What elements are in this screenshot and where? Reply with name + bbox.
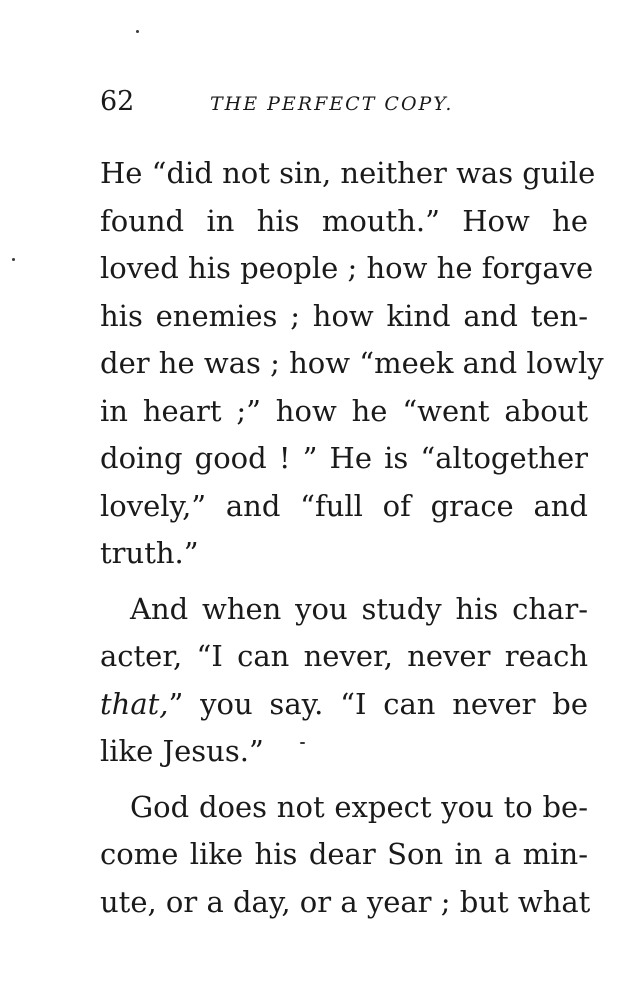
text-line: And when you study his char-: [130, 591, 588, 626]
text-line: his enemies ; how kind and ten-: [100, 298, 588, 333]
text-line: in heart ;” how he “went about: [100, 393, 588, 428]
text-line: found in his mouth.” How he: [100, 203, 588, 238]
scan-speck: [12, 258, 15, 261]
text-line: truth.”: [100, 536, 199, 570]
text-line: loved his people ; how he forgave: [100, 251, 594, 285]
body-text: [100, 150, 604, 926]
running-head: [100, 82, 580, 122]
text-fragment: ” you say. “I can never be: [168, 686, 588, 721]
text-line: lovely,” and “full of grace and: [100, 488, 588, 523]
text-line: acter, “I can never, never reach: [100, 639, 588, 673]
text-line: come like his dear Son in a min-: [100, 837, 588, 871]
page-number: 62: [100, 86, 135, 117]
text-line: He “did not sin, neither was guile: [100, 156, 596, 190]
text-line: der he was ; how “meek and lowly: [100, 346, 604, 380]
running-title: THE PERFECT COPY.: [210, 93, 454, 115]
scan-speck: [136, 30, 139, 33]
text-line: God does not expect you to be-: [130, 789, 588, 824]
text-line: [100, 681, 588, 729]
text-line: like Jesus.”: [100, 734, 264, 768]
scan-speck: [300, 742, 305, 744]
text-line: doing good ! ” He is “altogether: [100, 441, 588, 475]
text-line: ute, or a day, or a year ; but what: [100, 884, 591, 919]
emphasized-word: that,: [100, 686, 169, 721]
